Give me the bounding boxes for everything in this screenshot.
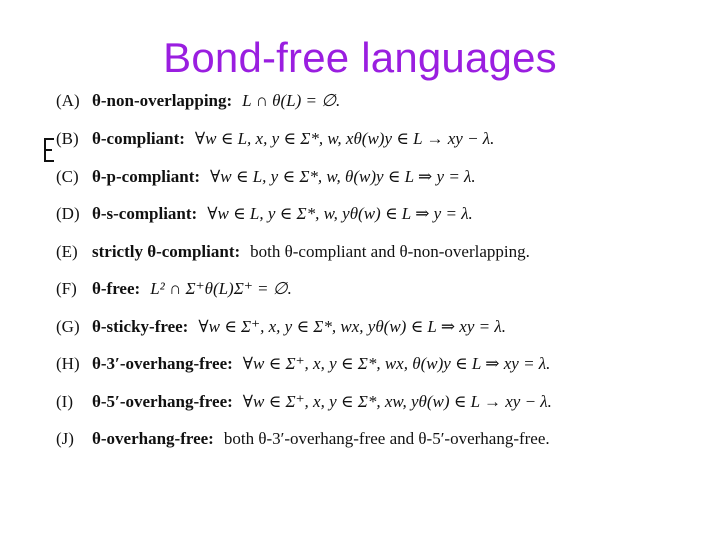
item-label: (A) — [56, 91, 80, 110]
item-term: θ-5′-overhang-free: — [92, 392, 233, 411]
item-label: (F) — [56, 279, 77, 298]
item-formula: ∀w ∈ Σ⁺, x, y ∈ Σ*, xw, yθ(w) ∈ L → xy − λ. — [242, 392, 552, 411]
definition-item — [56, 91, 340, 111]
item-formula: both θ-compliant and θ-non-overlapping. — [250, 242, 530, 261]
item-label: (C) — [56, 167, 79, 186]
item-term: strictly θ-compliant: — [92, 242, 241, 261]
item-term: θ-overhang-free: — [92, 429, 214, 448]
item-label: (E) — [56, 242, 78, 261]
item-term: θ-compliant: — [92, 129, 185, 148]
definition-item — [56, 242, 530, 262]
item-term: θ-s-compliant: — [92, 204, 198, 223]
item-formula: ∀w ∈ L, y ∈ Σ*, w, θ(w)y ∈ L ⇒ y = λ. — [210, 167, 476, 186]
clipped-letter-fragment — [44, 138, 54, 162]
item-term: θ-sticky-free: — [92, 317, 189, 336]
item-label: (J) — [56, 429, 74, 448]
item-formula: ∀w ∈ L, y ∈ Σ*, w, yθ(w) ∈ L ⇒ y = λ. — [207, 204, 473, 223]
item-term: θ-free: — [92, 279, 141, 298]
item-formula: ∀w ∈ Σ⁺, x, y ∈ Σ*, wx, θ(w)y ∈ L ⇒ xy = λ. — [242, 354, 551, 373]
item-formula: ∀w ∈ L, x, y ∈ Σ*, w, xθ(w)y ∈ L → xy − λ. — [194, 129, 495, 148]
item-formula: L ∩ θ(L) = ∅. — [242, 91, 341, 110]
definition-item — [56, 204, 473, 224]
definition-item — [56, 354, 550, 374]
item-label: (D) — [56, 204, 80, 223]
item-formula: ∀w ∈ Σ⁺, x, y ∈ Σ*, wx, yθ(w) ∈ L ⇒ xy = λ. — [198, 317, 506, 336]
item-term: θ-non-overlapping: — [92, 91, 233, 110]
definition-item — [56, 279, 292, 299]
definition-item — [56, 392, 552, 412]
item-label: (B) — [56, 129, 79, 148]
item-label: (I) — [56, 392, 73, 411]
item-formula: both θ-3′-overhang-free and θ-5′-overhang-free. — [223, 429, 550, 448]
item-term: θ-3′-overhang-free: — [92, 354, 233, 373]
item-formula: L² ∩ Σ⁺θ(L)Σ⁺ = ∅. — [150, 279, 292, 298]
item-term: θ-p-compliant: — [92, 167, 201, 186]
item-label: (H) — [56, 354, 80, 373]
definition-item — [56, 167, 476, 187]
definition-item — [56, 429, 550, 449]
definition-item — [56, 129, 494, 149]
slide-title: Bond-free languages — [163, 34, 557, 81]
definition-item — [56, 317, 506, 337]
item-label: (G) — [56, 317, 80, 336]
